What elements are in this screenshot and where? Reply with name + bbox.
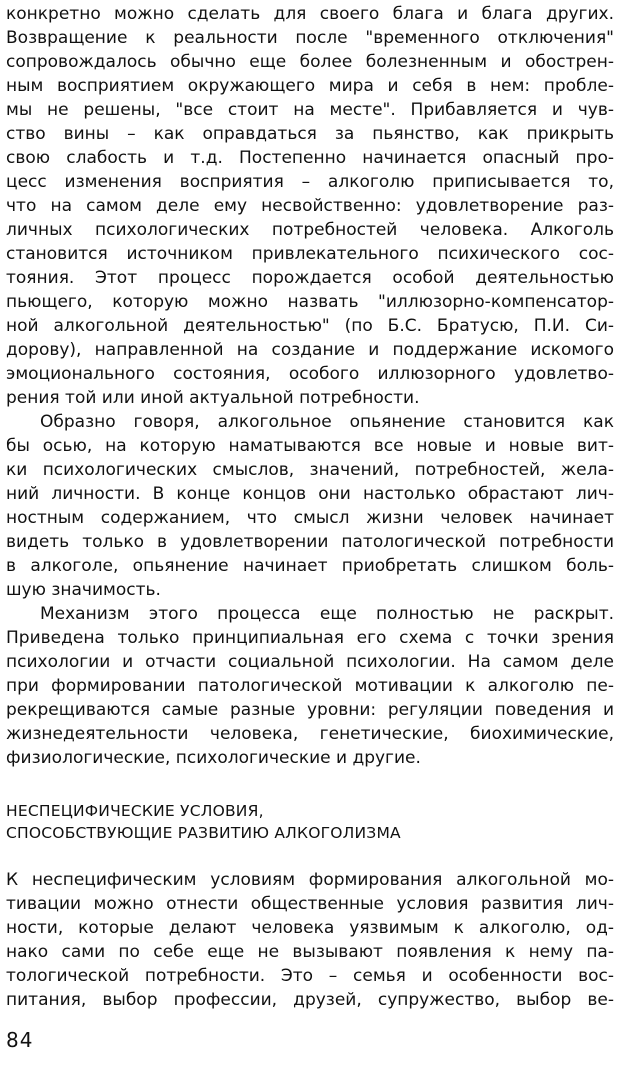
text-line: рения той или иной актуальной потребности.	[6, 388, 420, 408]
text-line: ство вины – как оправдаться за пьянство, как прикрыть	[6, 124, 614, 144]
text-line: нако сами по себе еще не вызывают появления к нему па-	[6, 942, 614, 962]
text-line: конкретно можно сделать для своего блага и блага других.	[6, 4, 614, 24]
text-line: ностным содержанием, что смысл жизни человек начинает	[6, 508, 614, 528]
text-line: жизнедеятельности человека, генетические, биохимические,	[6, 724, 614, 744]
text-line: в алкоголе, опьянение начинает приобретать слишком боль-	[6, 556, 614, 576]
page-number: 84	[6, 1028, 34, 1052]
text-line: Механизм этого процесса еще полностью не раскрыт.	[40, 604, 614, 624]
text-line: тивации можно отнести общественные условия развития лич-	[6, 894, 614, 914]
text-line: К неспецифическим условиям формирования алкогольной мо-	[6, 870, 614, 890]
text-line: ным восприятием окружающего мира и себя в нем: пробле-	[6, 76, 614, 96]
text-line: шую значимость.	[6, 580, 161, 600]
text-line: личных психологических потребностей человека. Алкоголь	[6, 220, 614, 240]
text-line: тояния. Этот процесс порождается особой деятельностью	[6, 268, 614, 288]
text-line: ности, которые делают человека уязвимым к алкоголю, од-	[6, 918, 614, 938]
text-line: Возвращение к реальности после "временного отключения"	[6, 28, 614, 48]
text-line: становится источником привлекательного психического сос-	[6, 244, 614, 264]
text-line: физиологические, психологические и другие.	[6, 748, 421, 768]
text-line: пьющего, которую можно назвать "иллюзорно-компенсатор-	[6, 292, 614, 312]
text-line: видеть только в удовлетворении патологической потребности	[6, 532, 614, 552]
text-line: Образно говоря, алкогольное опьянение становится как	[40, 412, 614, 432]
text-line: рекрещиваются самые разные уровни: регуляции поведения и	[6, 700, 614, 720]
section-heading-line: НЕСПЕЦИФИЧЕСКИЕ УСЛОВИЯ,	[6, 802, 264, 820]
text-line: свою слабость и т.д. Постепенно начинается опасный про-	[6, 148, 614, 168]
text-line: Приведена только принципиальная его схема с точки зрения	[6, 628, 614, 648]
text-line: ний личности. В конце концов они настолько обрастают лич-	[6, 484, 614, 504]
text-line: дорову), направленной на создание и поддержание искомого	[6, 340, 614, 360]
section-heading-line: СПОСОБСТВУЮЩИЕ РАЗВИТИЮ АЛКОГОЛИЗМА	[6, 824, 401, 842]
text-line: цесс изменения восприятия – алкоголю приписывается то,	[6, 172, 614, 192]
text-line: эмоционального состояния, особого иллюзорного удовлетво-	[6, 364, 614, 384]
text-line: что на самом деле ему несвойственно: удовлетворение раз-	[6, 196, 614, 216]
text-line: сопровождалось обычно еще более болезненным и обострен-	[6, 52, 614, 72]
text-line: ки психологических смыслов, значений, потребностей, жела-	[6, 460, 614, 480]
text-line: тологической потребности. Это – семья и особенности вос-	[6, 966, 614, 986]
text-line: мы не решены, "все стоит на месте". Прибавляется и чув-	[6, 100, 614, 120]
text-line: психологии и отчасти социальной психологии. На самом деле	[6, 652, 614, 672]
text-line: питания, выбор профессии, друзей, супружество, выбор ве-	[6, 990, 614, 1010]
text-line: бы осью, на которую наматываются все новые и новые вит-	[6, 436, 614, 456]
text-line: при формировании патологической мотивации к алкоголю пе-	[6, 676, 614, 696]
text-line: ной алкогольной деятельностью" (по Б.С. Братусю, П.И. Си-	[6, 316, 614, 336]
